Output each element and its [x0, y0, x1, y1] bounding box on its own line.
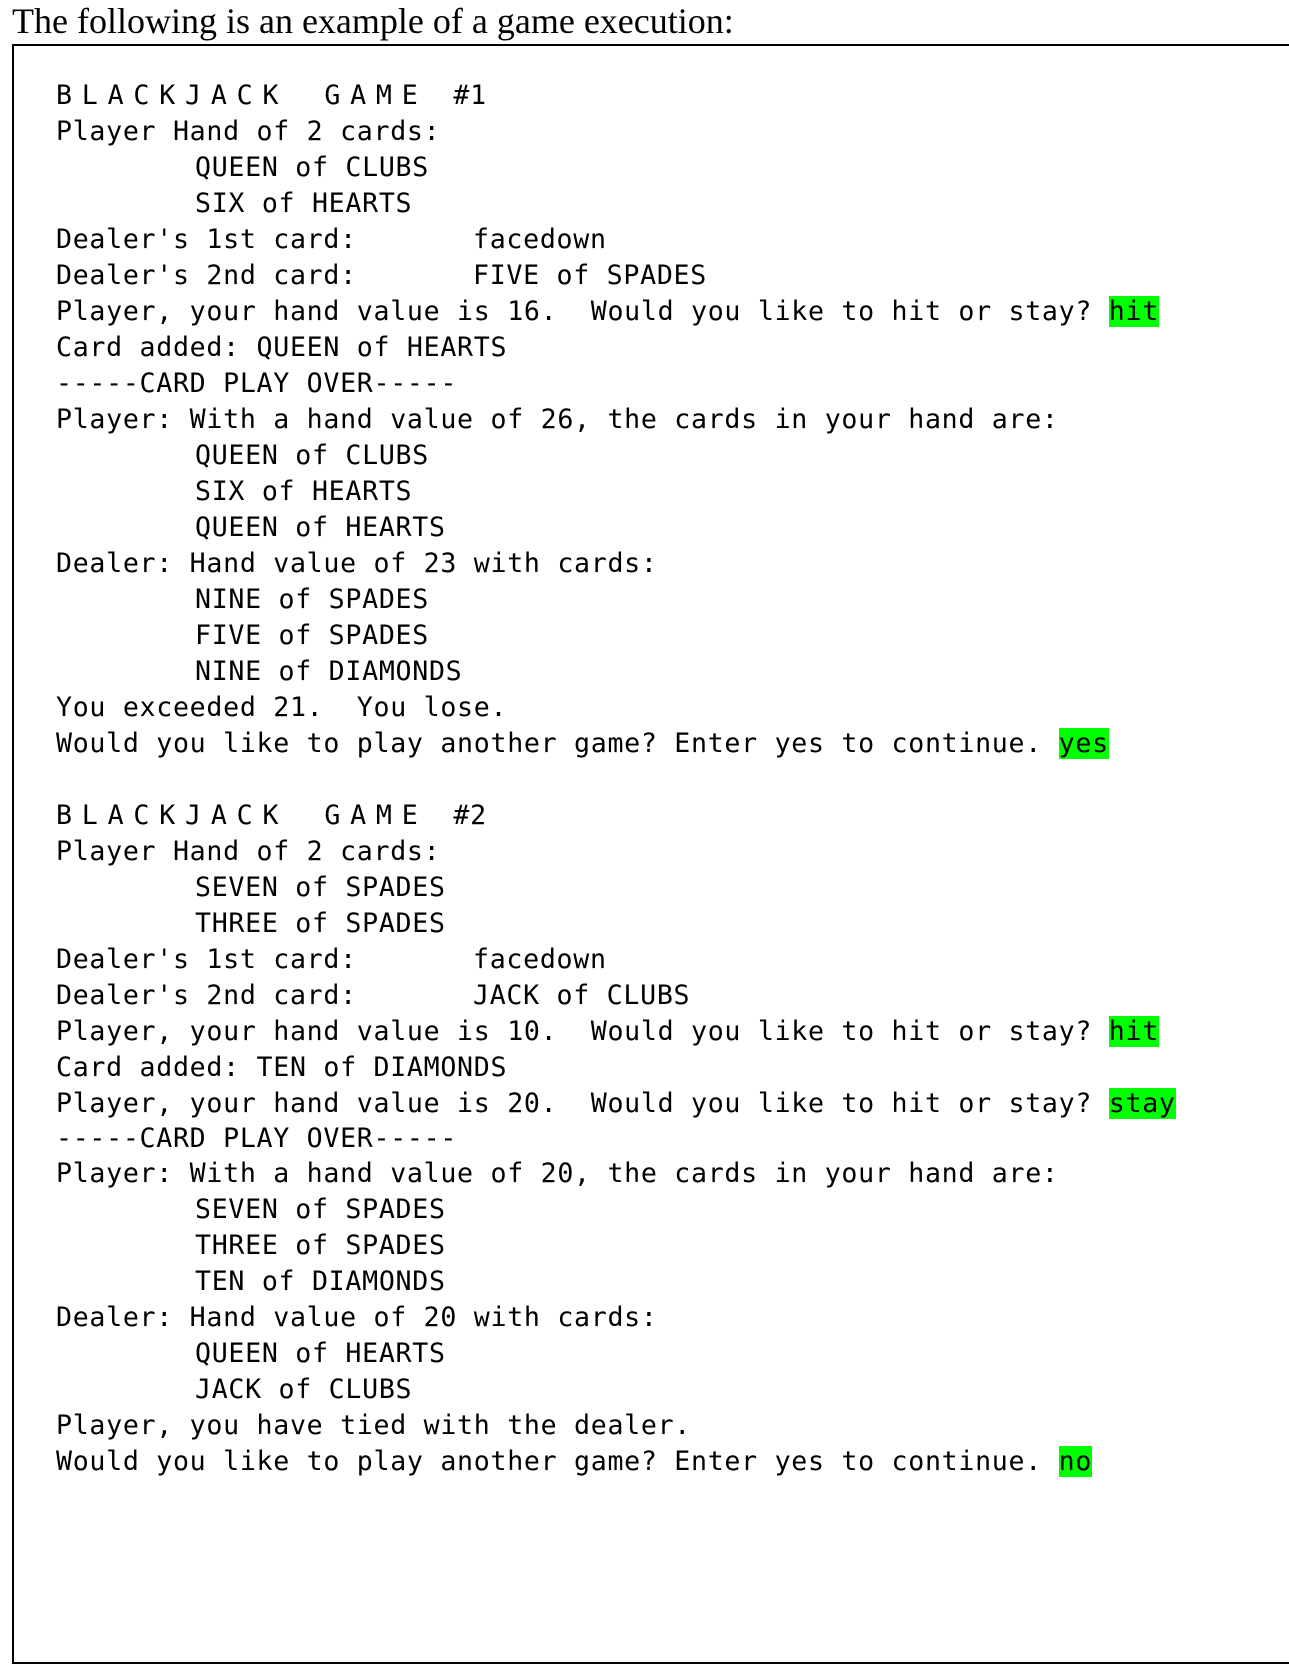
- player-summary-line: Player: With a hand value of 26, the cards in your hand are:: [56, 404, 1059, 435]
- player-final-card: SIX of HEARTS: [195, 476, 413, 507]
- player-card: QUEEN of CLUBS: [195, 152, 429, 183]
- play-again-line: [56, 1444, 1176, 1480]
- player-final-card: QUEEN of CLUBS: [195, 440, 429, 471]
- dealer-first-card-value: facedown: [473, 944, 607, 975]
- dealer-second-card-label: Dealer's 2nd card:: [56, 980, 357, 1011]
- play-again-prompt: Would you like to play another game? Enter yes to continue.: [56, 1446, 1059, 1477]
- dealer-first-card-line: [56, 222, 1176, 258]
- user-input-answer: hit: [1108, 1016, 1159, 1047]
- game-result-line: You exceeded 21. You lose.: [56, 692, 508, 723]
- blank-line: [56, 762, 1176, 798]
- user-input-answer: stay: [1108, 1088, 1176, 1119]
- console-output: [12, 44, 1289, 1664]
- game-result-line: Player, you have tied with the dealer.: [56, 1410, 692, 1441]
- player-final-card: TEN of DIAMONDS: [195, 1266, 446, 1297]
- player-card: SEVEN of SPADES: [195, 872, 446, 903]
- card-added-line: Card added: QUEEN of HEARTS: [56, 332, 508, 363]
- player-card: SIX of HEARTS: [195, 188, 413, 219]
- user-input-answer: no: [1058, 1446, 1093, 1477]
- console-lines: [56, 78, 1176, 1480]
- dealer-second-card-value: JACK of CLUBS: [473, 980, 691, 1011]
- card-play-over-line: -----CARD PLAY OVER-----: [56, 1123, 458, 1154]
- player-summary-line: Player: With a hand value of 20, the cards in your hand are:: [56, 1158, 1059, 1189]
- game-title: [56, 78, 1176, 114]
- title-word-blackjack: BLACKJACK: [56, 80, 289, 111]
- dealer-second-card-line: [56, 978, 1176, 1014]
- dealer-first-card-label: Dealer's 1st card:: [56, 944, 357, 975]
- game-number: #1: [453, 80, 487, 111]
- card-added-line: Card added: TEN of DIAMONDS: [56, 1052, 508, 1083]
- hit-or-stay-prompt: Player, your hand value is 20. Would you like to hit or stay?: [56, 1088, 1109, 1119]
- title-word-blackjack: BLACKJACK: [56, 800, 289, 831]
- player-hand-header: Player Hand of 2 cards:: [56, 836, 441, 867]
- dealer-summary-line: Dealer: Hand value of 23 with cards:: [56, 548, 658, 579]
- game-title: [56, 798, 1176, 834]
- hit-or-stay-prompt: Player, your hand value is 16. Would you like to hit or stay?: [56, 296, 1109, 327]
- card-play-over-line: -----CARD PLAY OVER-----: [56, 368, 458, 399]
- player-card: THREE of SPADES: [195, 908, 446, 939]
- dealer-first-card-label: Dealer's 1st card:: [56, 224, 357, 255]
- hit-or-stay-line: [56, 1086, 1176, 1122]
- hit-or-stay-prompt: Player, your hand value is 10. Would you like to hit or stay?: [56, 1016, 1109, 1047]
- dealer-first-card-value: facedown: [473, 224, 607, 255]
- dealer-second-card-value: FIVE of SPADES: [473, 260, 707, 291]
- title-word-game: GAME: [324, 800, 428, 831]
- title-word-game: GAME: [324, 80, 428, 111]
- player-final-card: THREE of SPADES: [195, 1230, 446, 1261]
- dealer-final-card: NINE of SPADES: [195, 584, 429, 615]
- dealer-final-card: FIVE of SPADES: [195, 620, 429, 651]
- user-input-answer: hit: [1108, 296, 1159, 327]
- play-again-line: [56, 726, 1176, 762]
- play-again-prompt: Would you like to play another game? Enter yes to continue.: [56, 728, 1059, 759]
- hit-or-stay-line: [56, 294, 1176, 330]
- player-hand-header: Player Hand of 2 cards:: [56, 116, 441, 147]
- dealer-first-card-line: [56, 942, 1176, 978]
- intro-text: The following is an example of a game execution:: [12, 1, 734, 41]
- dealer-final-card: QUEEN of HEARTS: [195, 1338, 446, 1369]
- dealer-final-card: NINE of DIAMONDS: [195, 656, 463, 687]
- dealer-second-card-line: [56, 258, 1176, 294]
- hit-or-stay-line: [56, 1014, 1176, 1050]
- player-final-card: SEVEN of SPADES: [195, 1194, 446, 1225]
- player-final-card: QUEEN of HEARTS: [195, 512, 446, 543]
- dealer-second-card-label: Dealer's 2nd card:: [56, 260, 357, 291]
- game-number: #2: [453, 800, 487, 831]
- dealer-summary-line: Dealer: Hand value of 20 with cards:: [56, 1302, 658, 1333]
- user-input-answer: yes: [1058, 728, 1109, 759]
- dealer-final-card: JACK of CLUBS: [195, 1374, 413, 1405]
